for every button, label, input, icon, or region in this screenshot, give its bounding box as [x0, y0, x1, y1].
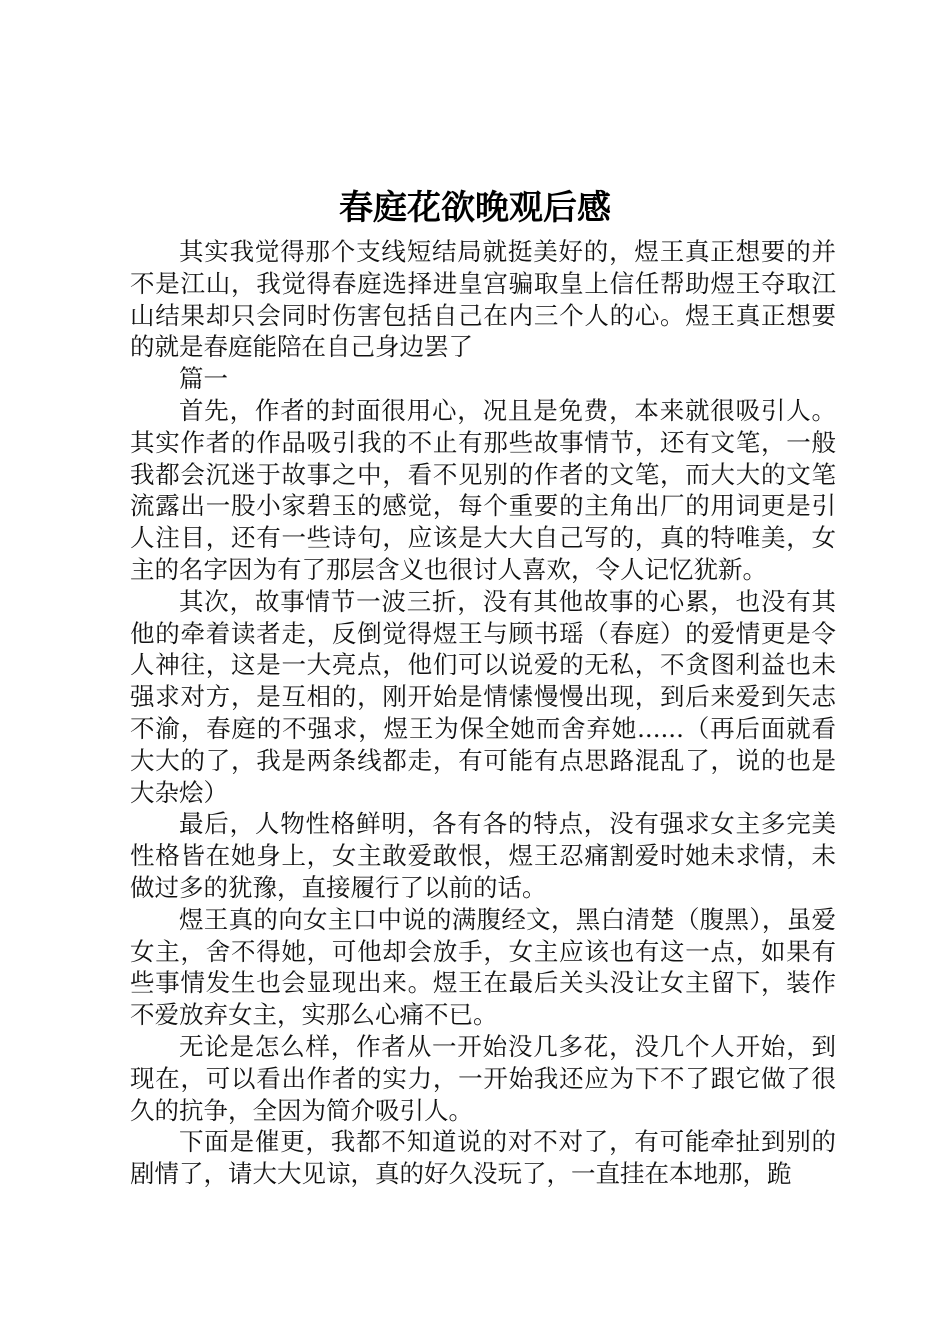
- section-heading: 篇一: [179, 364, 228, 394]
- paragraph: 煜王真的向女主口中说的满腹经文，黑白清楚（腹黑），虽爱女主，舍不得她，可他却会放手，女主应该也有这一点，如果有些事情发生也会显现出来。煜王在最后关头没让女主留下，装作不爱放弃女主，实那么心痛不已。: [130, 904, 836, 1030]
- paragraph: 最后，人物性格鲜明，各有各的特点，没有强求女主多完美性格皆在她身上，女主敢爱敢恨，煜王忍痛割爱时她未求情，未做过多的犹豫，直接履行了以前的话。: [130, 809, 836, 902]
- paragraph: 其实我觉得那个支线短结局就挺美好的，煜王真正想要的并不是江山，我觉得春庭选择进皇宫骗取皇上信任帮助煜王夺取江山结果却只会同时伤害包括自己在内三个人的心。煜王真正想要的就是春庭能陪在自己身边罢了: [130, 237, 836, 362]
- document-title: 春庭花欲晚观后感: [339, 188, 611, 228]
- document-body: [130, 236, 836, 1190]
- paragraph: 首先，作者的封面很用心，况且是免费，本来就很吸引人。其实作者的作品吸引我的不止有那些故事情节，还有文笔，一般我都会沉迷于故事之中，看不见别的作者的文笔，而大大的文笔流露出一股小家碧玉的感觉，每个重要的主角出厂的用词更是引人注目，还有一些诗句，应该是大大自己写的，真的特唯美，女主的名字因为有了那层含义也很讨人喜欢，令人记忆犹新。: [130, 395, 836, 584]
- paragraph: 无论是怎么样，作者从一开始没几多花，没几个人开始，到现在，可以看出作者的实力，一开始我还应为下不了跟它做了很久的抗争，全因为简介吸引人。: [130, 1031, 836, 1125]
- paragraph: 其次，故事情节一波三折，没有其他故事的心累，也没有其他的牵着读者走，反倒觉得煜王与顾书瑶（春庭）的爱情更是令人神往，这是一大亮点，他们可以说爱的无私，不贪图利益也未强求对方，是互相的，刚开始是情愫慢慢出现，到后来爱到矢志不渝，春庭的不强求，煜王为保全她而舍弃她......（再后面就看大大的了，我是两条线都走，有可能有点思路混乱了，说的也是大杂烩）: [130, 586, 836, 807]
- paragraph: 下面是催更，我都不知道说的对不对了，有可能牵扯到别的剧情了，请大大见谅，真的好久没玩了，一直挂在本地那，跪: [130, 1127, 836, 1189]
